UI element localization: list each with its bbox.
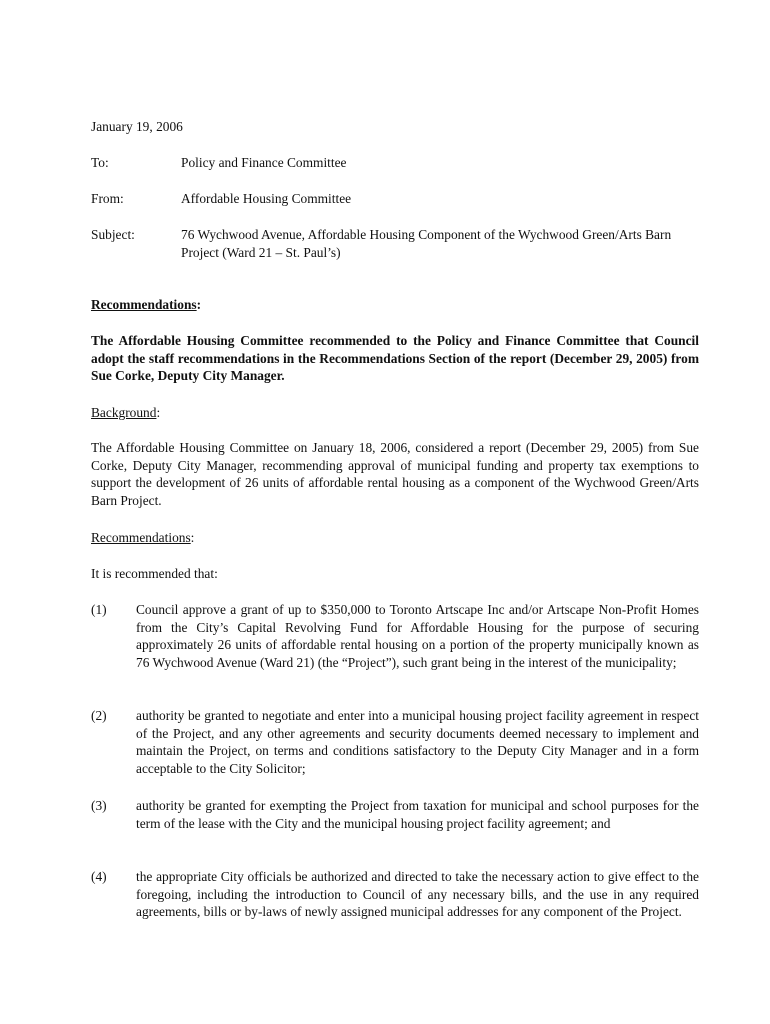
background-heading-text: Background <box>91 405 157 420</box>
recommendations-heading-colon: : <box>196 297 202 312</box>
staff-recommendations-heading-colon: : <box>190 530 195 545</box>
subject-value: 76 Wychwood Avenue, Affordable Housing Component of the Wychwood Green/Arts Barn Project (Ward 21 – St. Paul’s) <box>181 227 672 260</box>
recommendations-intro: It is recommended that: <box>91 566 218 581</box>
from-value: Affordable Housing Committee <box>181 191 352 206</box>
subject-label: Subject: <box>91 227 135 242</box>
item-text: authority be granted for exempting the Project from taxation for municipal and school purposes for the term of the lease with the City and the municipal housing project facility agreement; and <box>136 798 699 831</box>
background-paragraph: The Affordable Housing Committee on January 18, 2006, considered a report (December 29, 2005) from Sue Corke, Deputy City Manager, recommending approval of municipal funding and property tax exemptions to support the development of 26 units of affordable rental housing as a component of the Wychwood Green/Arts Barn Project. <box>91 440 699 508</box>
staff-recommendations-heading-text: Recommendations <box>91 530 191 545</box>
background-heading-colon: : <box>156 405 161 420</box>
recommendations-heading-text: Recommendations <box>91 297 197 312</box>
item-number: (1) <box>91 602 107 617</box>
item-text: the appropriate City officials be authorized and directed to take the necessary action to give effect to the foregoing, including the introduction to Council of any necessary bills, and the use in any required agreements, bills or by-laws of newly assigned municipal addresses for any component of the Project. <box>136 869 699 919</box>
item-number: (2) <box>91 708 107 723</box>
committee-recommendation: The Affordable Housing Committee recommended to the Policy and Finance Committee that Council adopt the staff recommendations in the Recommendations Section of the report (December 29, 2005) from Sue Corke, Deputy City Manager. <box>91 333 699 383</box>
recommendations-heading <box>91 296 201 314</box>
item-number: (3) <box>91 798 107 813</box>
item-text: Council approve a grant of up to $350,000 to Toronto Artscape Inc and/or Artscape Non-Profit Homes from the City’s Capital Revolving Fund for Affordable Housing for the purpose of securing approximately 26 units of affordable rental housing on a portion of the property municipally known as 76 Wychwood Avenue (Ward 21) (the “Project”), such grant being in the interest of the municipality; <box>136 602 699 670</box>
to-value: Policy and Finance Committee <box>181 155 347 170</box>
to-label: To: <box>91 155 109 170</box>
staff-recommendations-heading <box>91 529 194 547</box>
background-heading <box>91 404 160 422</box>
memo-date: January 19, 2006 <box>91 119 183 134</box>
item-number: (4) <box>91 869 107 884</box>
item-text: authority be granted to negotiate and enter into a municipal housing project facility agreement in respect of the Project, and any other agreements and security documents deemed necessary to implement and maintain the Project, on terms and conditions satisfactory to the Deputy City Manager and in a form acceptable to the City Solicitor; <box>136 708 699 776</box>
from-label: From: <box>91 191 124 206</box>
